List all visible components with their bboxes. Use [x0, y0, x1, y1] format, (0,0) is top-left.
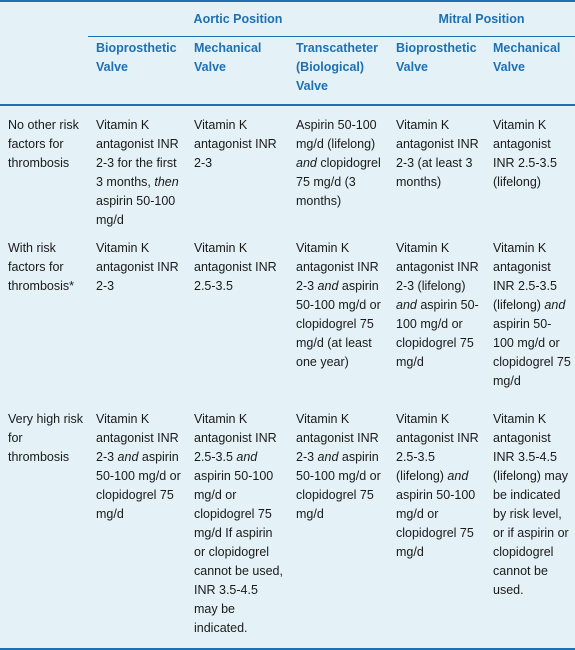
- table-body: [0, 105, 575, 649]
- table-cell: Vitamin K antagonist INR 2.5-3.5 (lifelong) and aspirin 50-100 mg/d or clopidogrel 75 mg/d: [388, 396, 485, 649]
- row-no-other-risk: [0, 105, 575, 233]
- table-cell: Vitamin K antagonist INR 2.5-3.5: [194, 241, 277, 293]
- emphasis-text: and: [296, 156, 317, 170]
- col-aortic-mechanical: Mechanical Valve: [186, 37, 288, 106]
- emphasis-text: and: [317, 279, 339, 293]
- emphasis-text: and: [544, 298, 566, 312]
- aortic-position-header: Aortic Position: [88, 2, 388, 37]
- column-header-row: [0, 37, 575, 106]
- emphasis-text: and: [236, 450, 258, 464]
- row-label: Very high risk for thrombosis: [0, 396, 88, 649]
- emphasis-text: and: [447, 469, 469, 483]
- emphasis-text: then: [154, 175, 179, 189]
- table-cell: Vitamin K antagonist INR 2-3: [194, 118, 277, 170]
- col-mitral-bioprosthetic: Bioprosthetic Valve: [388, 37, 485, 106]
- emphasis-text: and: [317, 450, 339, 464]
- row-label: No other risk factors for thrombosis: [8, 118, 79, 170]
- table-cell: Vitamin K antagonist INR 2.5-3.5 and aspirin 50-100 mg/d or clopidogrel 75 mg/d If aspirin or clopidogrel cannot be used, INR 3.5-4.5 may be indicated.: [186, 396, 288, 649]
- col-mitral-mechanical: Mechanical Valve: [485, 37, 575, 106]
- col-aortic-transcatheter: Transcatheter (Biological) Valve: [288, 37, 388, 106]
- row-with-risk-factors: [0, 233, 575, 396]
- table-cell: Vitamin K antagonist INR 2-3: [96, 241, 179, 293]
- table-cell: Vitamin K antagonist INR 2-3 and aspirin 50-100 mg/d or clopidogrel 75 mg/d (at least one year): [296, 241, 381, 369]
- corner-cell-sub: [0, 37, 88, 106]
- table-cell: Vitamin K antagonist INR 2-3 and aspirin 50-100 mg/d or clopidogrel 75 mg/d: [88, 396, 186, 649]
- table-cell: Vitamin K antagonist INR 2-3 (lifelong) and aspirin 50-100 mg/d or clopidogrel 75 mg/d: [396, 241, 479, 369]
- emphasis-text: and: [396, 298, 417, 312]
- table-cell: Vitamin K antagonist INR 2.5-3.5 (lifelong): [493, 118, 557, 189]
- table-cell: Aspirin 50-100 mg/d (lifelong) and clopidogrel 75 mg/d (3 months): [296, 118, 381, 208]
- corner-cell: [0, 2, 88, 37]
- table-cell: Vitamin K antagonist INR 2-3 (at least 3 months): [396, 118, 479, 189]
- table-cell: Vitamin K antagonist INR 2.5-3.5 (lifelong) and aspirin 50-100 mg/d or clopidogrel 75 mg/d: [493, 241, 571, 388]
- table-cell: Vitamin K antagonist INR 2-3 for the first 3 months, then aspirin 50-100 mg/d: [96, 118, 179, 227]
- mitral-position-header: Mitral Position: [388, 2, 575, 37]
- group-header-row: [0, 2, 575, 37]
- row-label: With risk factors for thrombosis*: [8, 241, 74, 293]
- table-cell: Vitamin K antagonist INR 3.5-4.5 (lifelong) may be indicated by risk level, or if aspirin or clopidogrel cannot be used.: [485, 396, 575, 649]
- row-very-high-risk: [0, 396, 575, 649]
- col-aortic-bioprosthetic: Bioprosthetic Valve: [88, 37, 186, 106]
- emphasis-text: and: [117, 450, 139, 464]
- table-cell: Vitamin K antagonist INR 2-3 and aspirin 50-100 mg/d or clopidogrel 75 mg/d: [288, 396, 388, 649]
